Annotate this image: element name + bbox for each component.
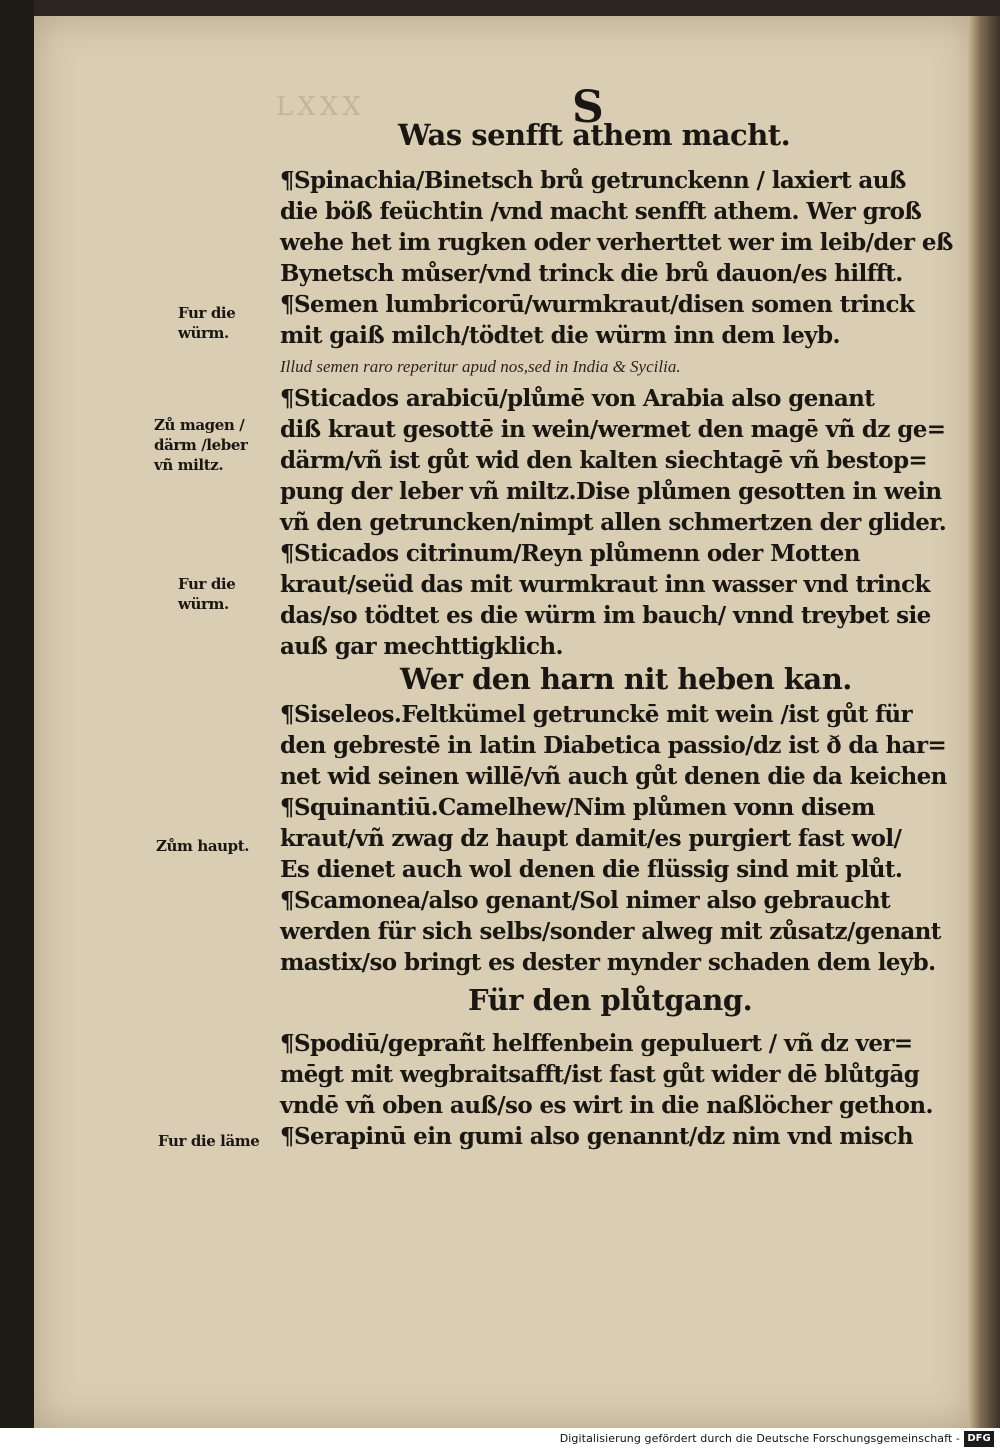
text-line: Bynetsch můser/vnd trinck die brů dauon/es hilfft. (280, 260, 903, 287)
text-line: wehe het im rugken oder verherttet wer im leib/der eß (280, 229, 953, 256)
text-line: mastix/so bringt es dester mynder schaden dem leyb. (280, 949, 936, 976)
funding-credit: Digitalisierung gefördert durch die Deutsche Forschungsgemeinschaft - (559, 1432, 960, 1445)
book-spine (968, 16, 1000, 1428)
text-line: vndē vñ oben auß/so es wirt in die naßlöcher gethon. (280, 1092, 933, 1119)
text-line: diß kraut gesottē in wein/wermet den magē vñ dz ge= (280, 416, 946, 443)
text-line: ¶Scamonea/also genant/Sol nimer also gebraucht (280, 887, 890, 914)
margin-note-line: würm. (178, 324, 229, 342)
dfg-logo: DFG (964, 1431, 994, 1447)
latin-note: Illud semen raro reperitur apud nos,sed in India & Sycilia. (280, 357, 681, 376)
text-line: kraut/vñ zwag dz haupt damit/es purgiert fast wol/ (280, 825, 902, 852)
text-line: ¶Spodiū/geprañt helffenbein gepuluert / vñ dz ver= (280, 1030, 913, 1057)
margin-note (158, 1131, 259, 1151)
footer-bar (0, 1428, 1000, 1451)
text-line: den gebrestē in latin Diabetica passio/dz ist ð da har= (280, 732, 947, 759)
margin-note-line: vñ miltz. (154, 456, 224, 474)
text-line: werden für sich selbs/sonder alweg mit zůsatz/genant (280, 918, 941, 945)
text-line: pung der leber vñ miltz.Dise plůmen gesotten in wein (280, 478, 942, 505)
margin-note-line: Fur die (178, 304, 236, 322)
text-line: mit gaiß milch/tödtet die würm inn dem leyb. (280, 322, 840, 349)
section-heading: Was senfft athem macht. (398, 118, 791, 152)
text-line: kraut/seüd das mit wurmkraut inn wasser vnd trinck (280, 571, 930, 598)
text-line: ¶Serapinū ein gumi also genannt/dz nim vnd misch (280, 1123, 913, 1150)
text-line: auß gar mechttigklich. (280, 633, 563, 660)
margin-note-line: Zům haupt. (156, 837, 250, 855)
margin-note-line: würm. (178, 595, 229, 613)
margin-note (156, 836, 249, 856)
text-line: vñ den getruncken/nimpt allen schmertzen der glider. (280, 509, 947, 536)
margin-note-line: Zů magen / (154, 416, 245, 434)
margin-note (178, 303, 235, 343)
running-head-showthrough: LXXX (276, 92, 365, 122)
section-heading: Wer den harn nit heben kan. (400, 662, 852, 696)
text-line: mēgt mit wegbraitsafft/ist fast gůt wider dē blůtgāg (280, 1061, 920, 1088)
text-line: ¶Spinachia/Binetsch brů getrunckenn / laxiert auß (280, 167, 906, 194)
text-line: die böß feüchtin /vnd macht senfft athem. Wer groß (280, 198, 922, 225)
margin-note (154, 415, 247, 475)
text-line: ¶Siseleos.Feltkümel getrunckē mit wein /ist gůt für (280, 701, 913, 728)
text-line: net wid seinen willē/vñ auch gůt denen die da keichen (280, 763, 947, 790)
text-line: därm/vñ ist gůt wid den kalten siechtagē vñ bestop= (280, 447, 928, 474)
margin-note-line: Fur die (178, 575, 236, 593)
text-line: ¶Sticados arabicū/plůmē von Arabia also genant (280, 385, 875, 412)
text-line: Es dienet auch wol denen die flüssig sind mit plůt. (280, 856, 903, 883)
text-line: ¶Semen lumbricorū/wurmkraut/disen somen trinck (280, 291, 915, 318)
margin-note (178, 574, 235, 614)
text-line: das/so tödtet es die würm im bauch/ vnnd treybet sie (280, 602, 931, 629)
margin-note-line: därm /leber (154, 436, 248, 454)
scan-left-edge (0, 0, 34, 1451)
margin-note-line: Fur die läme (158, 1132, 260, 1150)
section-heading: Für den plůtgang. (468, 983, 753, 1017)
signature-mark: S (572, 82, 604, 133)
text-line: ¶Squinantiū.Camelhew/Nim plůmen vonn disem (280, 794, 875, 821)
text-line: ¶Sticados citrinum/Reyn plůmenn oder Motten (280, 540, 860, 567)
